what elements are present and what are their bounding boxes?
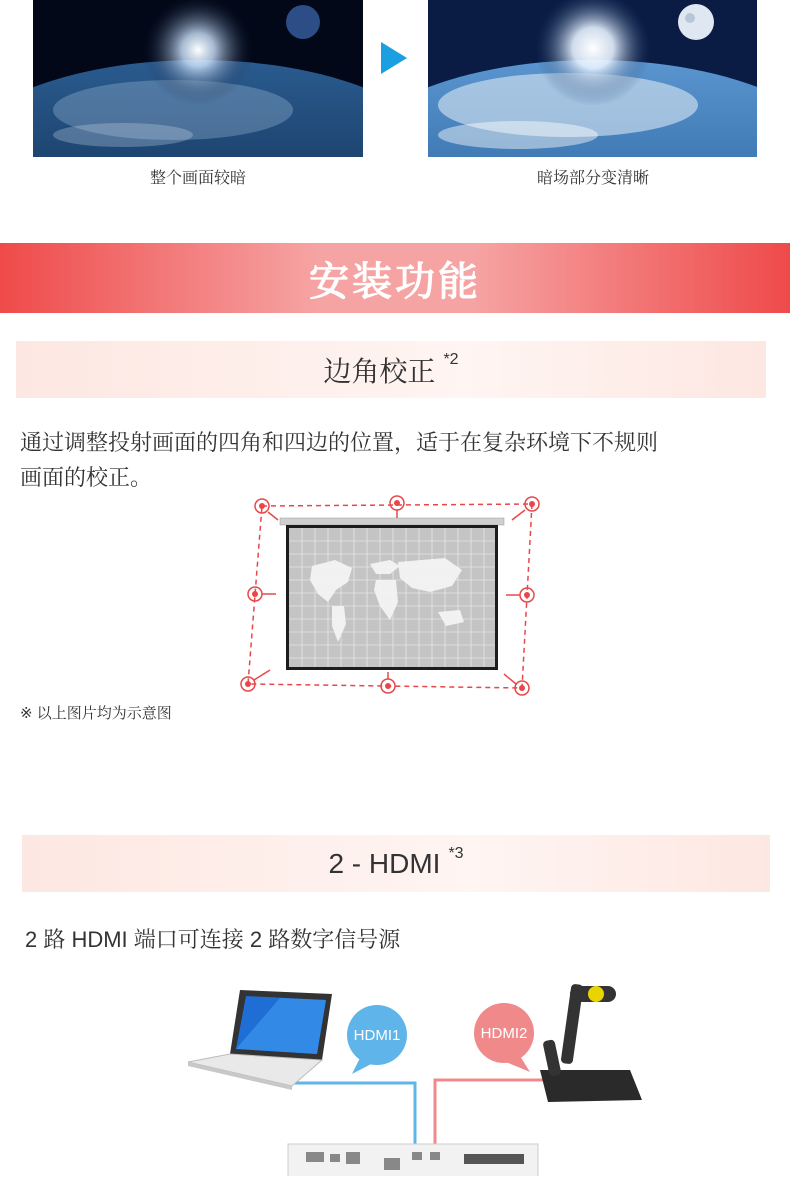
hdmi1-label: HDMI1	[353, 1027, 401, 1044]
dark-earth-image	[33, 0, 363, 157]
description-line-2: 画面的校正。	[20, 465, 153, 490]
hdmi2-label: HDMI2	[480, 1025, 528, 1042]
corner-correction-description	[20, 425, 780, 495]
hdmi-description: 2 路 HDMI 端口可连接 2 路数字信号源	[25, 927, 401, 952]
arrow-right-icon	[381, 42, 407, 74]
description-line-1: 通过调整投射画面的四角和四边的位置，适于在复杂环境下不规则	[20, 430, 659, 455]
laptop-icon	[188, 990, 332, 1090]
corner-correction-title: 边角校正	[323, 355, 436, 387]
hdmi-connection-diagram	[180, 980, 650, 1176]
left-caption: 整个画面较暗	[149, 170, 246, 187]
bright-earth-image	[428, 0, 757, 157]
illustration-note: ※ 以上图片均为示意图	[20, 705, 172, 722]
document-camera-icon	[540, 984, 642, 1102]
corner-correction-footnote-mark: *2	[443, 350, 459, 368]
hdmi-footnote-mark: *3	[448, 844, 464, 862]
banner-title: 安装功能	[309, 259, 481, 304]
keystone-diagram	[240, 494, 540, 700]
installation-banner	[0, 243, 790, 313]
hdmi-header	[22, 835, 770, 892]
right-caption: 暗场部分变清晰	[536, 170, 649, 187]
corner-correction-header	[16, 341, 766, 398]
hdmi-title: 2 - HDMI	[328, 847, 441, 879]
